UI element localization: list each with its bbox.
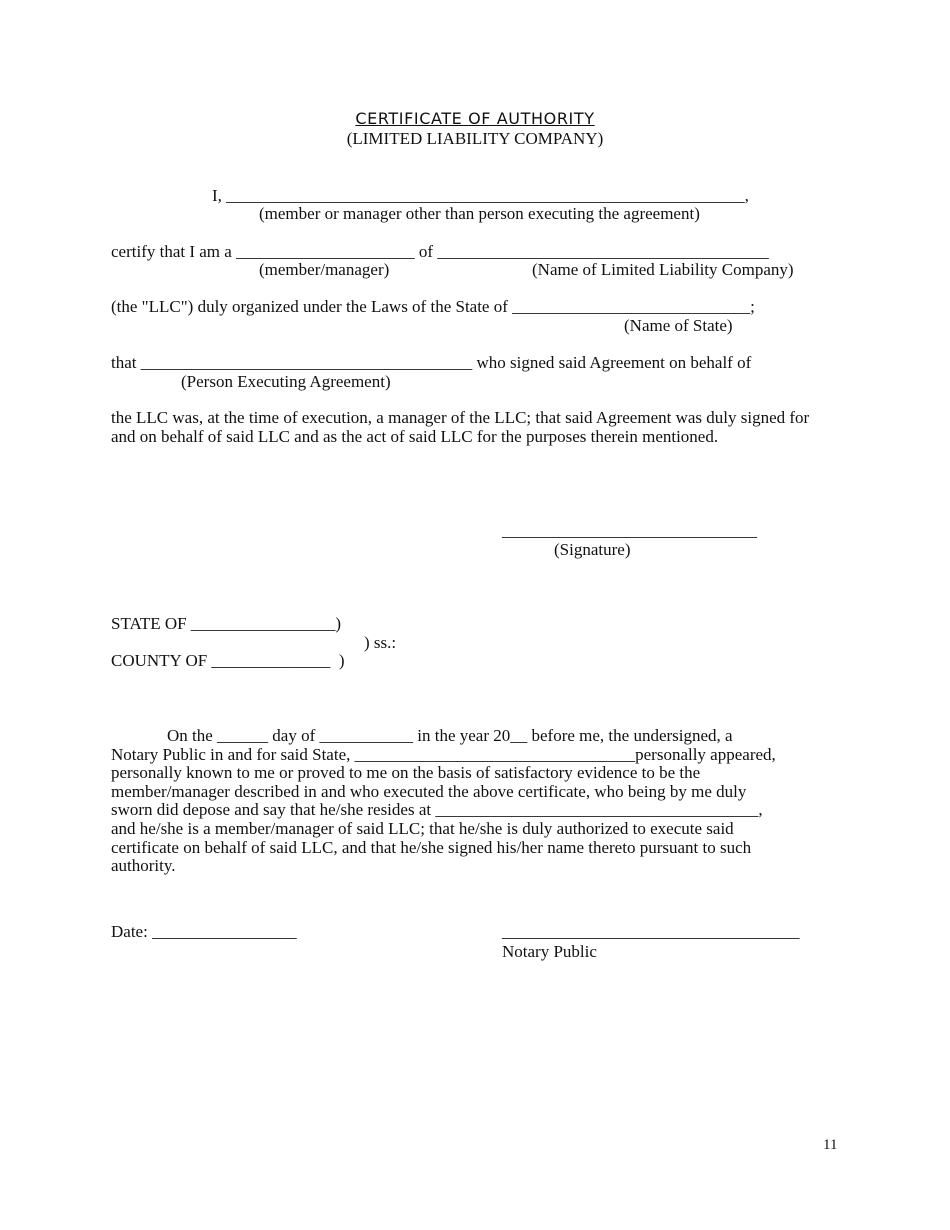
signature-caption: (Signature) (554, 540, 631, 559)
certificate-subtitle: (LIMITED LIABILITY COMPANY) (346, 129, 604, 148)
notary-line: Notary Public in and for said State, _________________________________personally appeared, (111, 745, 776, 764)
date-line: Date: _________________ (111, 922, 297, 941)
signature-line: ______________________________ (502, 521, 757, 540)
notary-public-caption: Notary Public (502, 942, 597, 961)
state-name-caption: (Name of State) (624, 316, 733, 335)
notary-line: personally known to me or proved to me on the basis of satisfactory evidence to be the (111, 763, 701, 782)
notary-line: authority. (111, 856, 176, 875)
venue-ss: ) ss.: (364, 633, 397, 652)
person-executing-line: that _______________________________________ who signed said Agreement on behalf of (111, 353, 752, 372)
certificate-title: CERTIFICATE OF AUTHORITY (355, 109, 595, 128)
certify-line: certify that I am a _____________________ of _______________________________________ (111, 242, 769, 261)
venue-state: STATE OF _________________) (111, 614, 342, 633)
member-name-line: I, _____________________________________________________________, (212, 186, 749, 205)
page-number: 11 (823, 1137, 838, 1153)
llc-name-caption: (Name of Limited Liability Company) (532, 260, 794, 279)
member-name-caption: (member or manager other than person executing the agreement) (259, 204, 700, 223)
person-executing-caption: (Person Executing Agreement) (181, 372, 391, 391)
notary-line: and he/she is a member/manager of said LLC; that he/she is duly authorized to execute said (111, 819, 734, 838)
notary-line: certificate on behalf of said LLC, and that he/she signed his/her name thereto pursuant to such (111, 838, 752, 857)
notary-line: sworn did depose and say that he/she resides at ______________________________________, (111, 800, 763, 819)
venue-county: COUNTY OF ______________ ) (111, 651, 345, 670)
state-line: (the "LLC") duly organized under the Laws of the State of ____________________________; (111, 297, 755, 316)
member-manager-caption: (member/manager) (259, 260, 390, 279)
notary-line: On the ______ day of ___________ in the year 20__ before me, the undersigned, a (167, 726, 733, 745)
notary-signature-line: ___________________________________ (502, 922, 800, 941)
notary-line: member/manager described in and who executed the above certificate, who being by me duly (111, 782, 747, 801)
llc-paragraph: the LLC was, at the time of execution, a manager of the LLC; that said Agreement was duly signed for and on behalf of said LLC and as the act of said LLC for the purposes therein mentioned. (111, 408, 810, 446)
